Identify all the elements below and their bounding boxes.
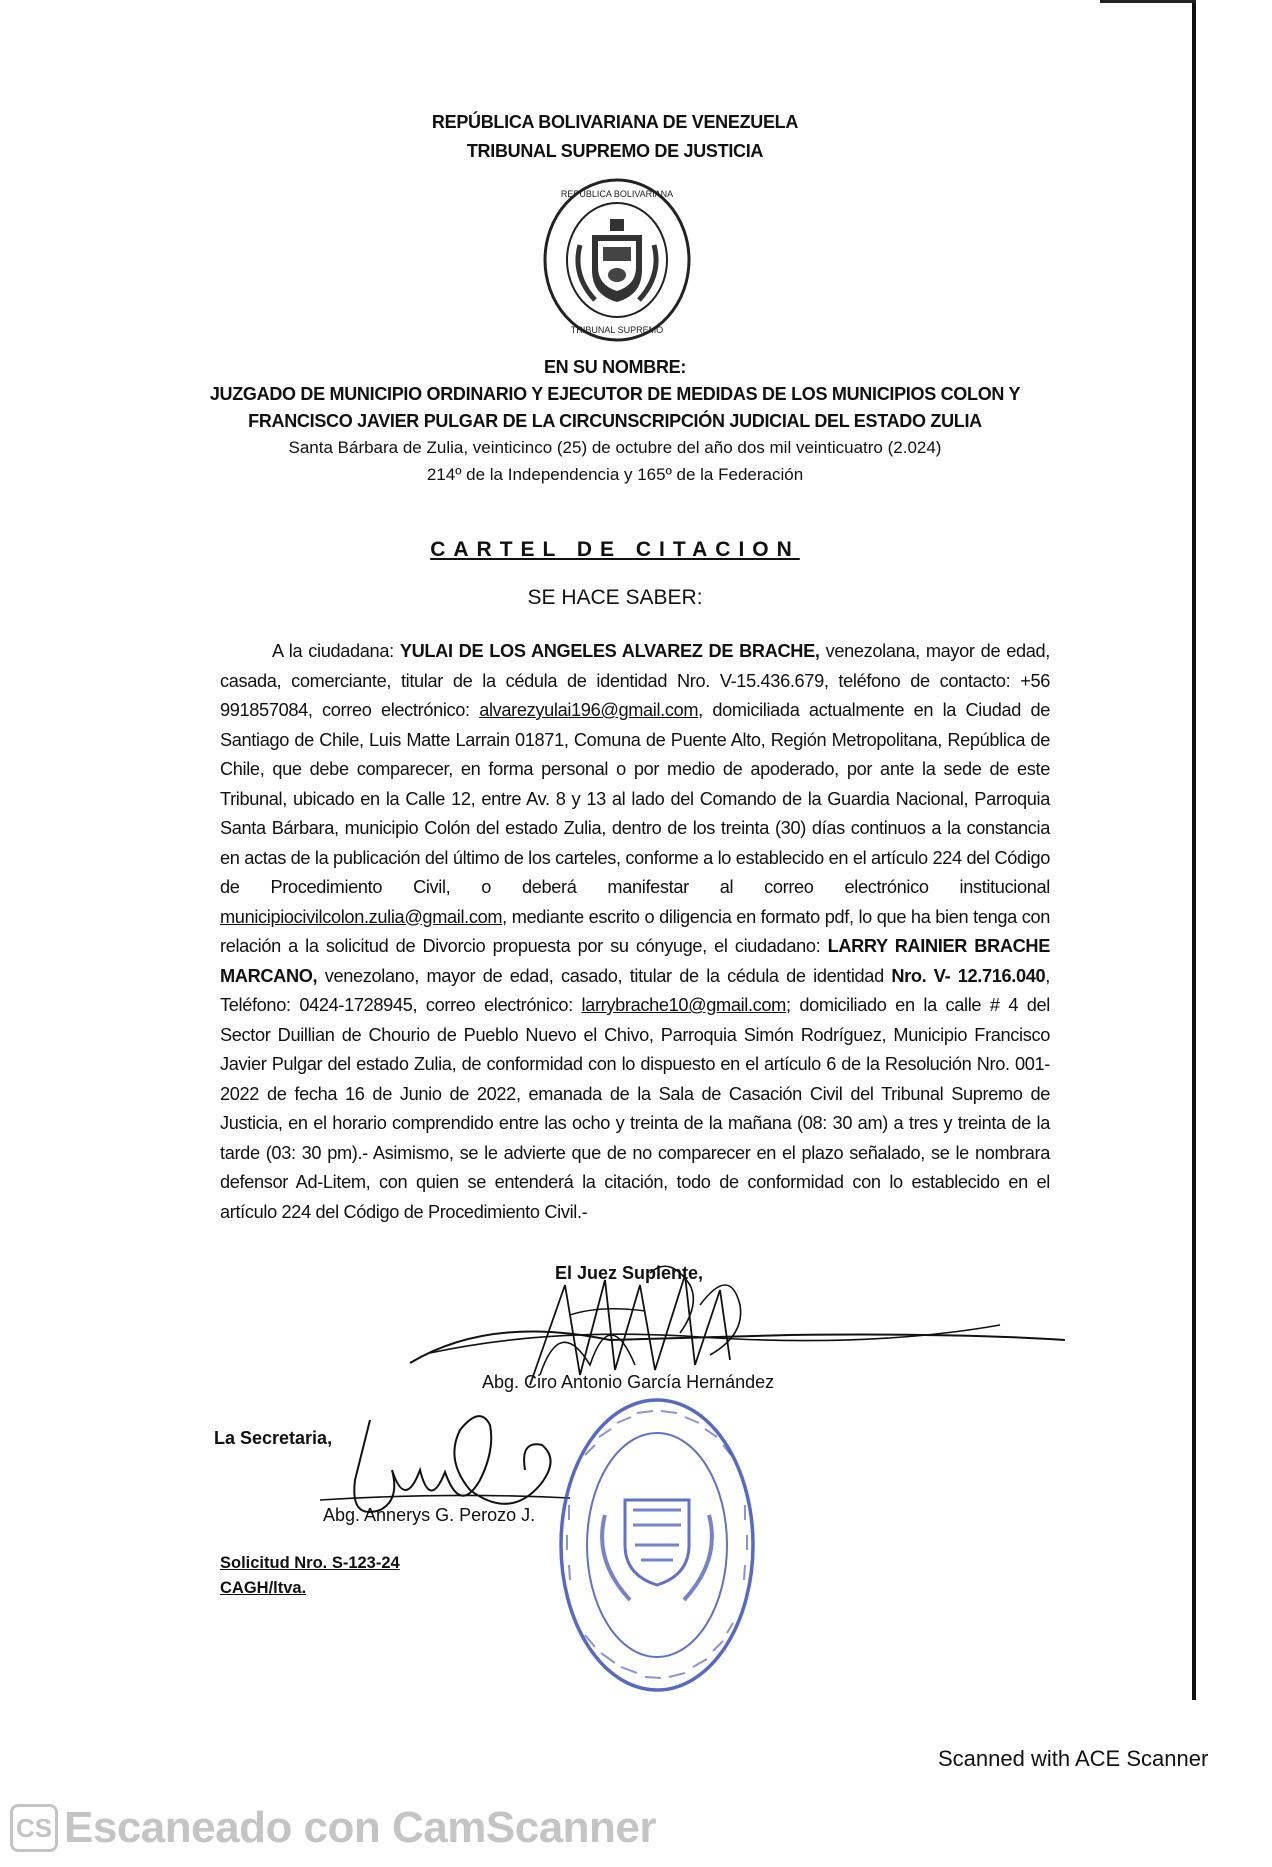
camscanner-watermark bbox=[10, 1798, 656, 1858]
petitioner-name: LARRY RAINIER BRACHE MARCANO, bbox=[220, 936, 1051, 986]
secretary-title: La Secretaria, bbox=[214, 1428, 333, 1448]
judge-title: El Juez Suplente, bbox=[555, 1263, 704, 1283]
ace-scanner-watermark: Scanned with ACE Scanner bbox=[938, 1746, 1209, 1771]
body-text-7: domiciliado en la calle # 4 del Sector Duillian de Chourio de Pueblo Nuevo el Chivo, Parroquia Simón Rodríguez, Municipio Francisco Javier Pulgar del estado Zulia, de conformidad con lo dispuesto en el artículo 6 de la Resolución Nro. 001-2022 de fecha 16 de Junio de 2022, emanada de la Sala de Casación Civil del Tribunal Supremo de Justicia, en el horario comprendido entre las ocho y treinta de la mañana (08: 30 am) a tres y treinta de la tarde (03: 30 pm).- Asimismo, se le advierte que de no comparecer en el plazo señalado, se le nombrara defensor Ad-Litem, con quien se entenderá la citación, todo de conformidad con lo establecido en el artículo 224 del Código de Procedimiento Civil.- bbox=[220, 995, 1050, 1222]
secretary-name: Abg. Annerys G. Perozo J. bbox=[323, 1505, 536, 1525]
header-independence: 214º de la Independencia y 165º de la Federación bbox=[426, 465, 804, 484]
document-subtitle: SE HACE SABER: bbox=[527, 586, 703, 609]
supreme-court-seal-icon bbox=[540, 175, 695, 345]
svg-text:REPUBLICA BOLIVARIANA: REPUBLICA BOLIVARIANA bbox=[560, 189, 674, 199]
court-email: municipiocivilcolon.zulia@gmail.com bbox=[220, 906, 503, 927]
camscanner-text: Escaneado con CamScanner bbox=[64, 1803, 657, 1852]
header-en-su-nombre: EN SU NOMBRE: bbox=[543, 357, 687, 377]
body-text-4: , mediante escrito o diligencia en formato pdf, lo que ha bien tenga con relación a la solicitud de Divorcio propuesta por su cónyuge, el ciudadano: bbox=[220, 906, 1050, 956]
body-text-3: , domiciliada actualmente en la Ciudad de Santiago de Chile, Luis Matte Larrain 01871, Comuna de Puente Alto, Región Metropolitana, República de Chile, que debe comparecer, en forma personal o por medio de apoderado, por ante la sede de este Tribunal, ubicado en la Calle 12, entre Av. 8 y 13 al lado del Comando de la Guardia Nacional, Parroquia Santa Bárbara, municipio Colón del estado Zulia, dentro de los treinta (30) días continuos a la constancia en actas de la publicación del último de los carteles, conforme a lo establecido en el artículo 224 del Código de Procedimiento Civil, o deberá manifestar al correo electrónico institucional bbox=[220, 700, 1050, 897]
document-title: CARTEL DE CITACION bbox=[430, 538, 800, 561]
header-juzgado-line2: FRANCISCO JAVIER PULGAR DE LA CIRCUNSCRIPCIÓN JUDICIAL DEL ESTADO ZULIA bbox=[248, 411, 982, 431]
citation-body bbox=[220, 637, 1050, 1227]
court-stamp-icon bbox=[555, 1395, 760, 1695]
body-text-5: venezolano, mayor de edad, casado, titular de la cédula de identidad bbox=[317, 965, 892, 986]
svg-text:TRIBUNAL SUPREMO: TRIBUNAL SUPREMO bbox=[570, 325, 664, 335]
header-country: REPÚBLICA BOLIVARIANA DE VENEZUELA bbox=[431, 112, 799, 132]
respondent-name: YULAI DE LOS ANGELES ALVAREZ DE BRACHE, bbox=[399, 641, 820, 661]
header-juzgado-line1: JUZGADO DE MUNICIPIO ORDINARIO Y EJECUTOR DE MEDIDAS DE LOS MUNICIPIOS COLON Y bbox=[209, 384, 1021, 404]
header-place-date: Santa Bárbara de Zulia, veinticinco (25) de octubre del año dos mil veinticuatro (2.024) bbox=[288, 438, 942, 457]
page-edge-top-line bbox=[1100, 0, 1196, 3]
camscanner-logo-icon: CS bbox=[10, 1804, 58, 1852]
initials-reference: CAGH/ltva. bbox=[220, 1579, 307, 1597]
request-number: Solicitud Nro. S-123-24 bbox=[220, 1554, 400, 1572]
petitioner-email: larrybrache10@gmail.com; bbox=[581, 995, 791, 1015]
petitioner-id: Nro. V- 12.716.040 bbox=[891, 965, 1046, 986]
body-text-1: A la ciudadana: bbox=[272, 641, 400, 661]
body-text-6: , Teléfono: 0424-1728945, correo electrónico: bbox=[220, 965, 1050, 1015]
respondent-email: alvarezyulai196@gmail.com bbox=[479, 700, 699, 720]
judge-name: Abg. Ciro Antonio García Hernández bbox=[482, 1372, 775, 1392]
body-text-2: venezolana, mayor de edad, casada, comerciante, titular de la cédula de identidad Nro. V-15.436.679, teléfono de contacto: +56 991857084, correo electrónico: bbox=[220, 641, 1050, 720]
page-edge-line bbox=[1192, 0, 1196, 1700]
header-court: TRIBUNAL SUPREMO DE JUSTICIA bbox=[466, 141, 764, 161]
